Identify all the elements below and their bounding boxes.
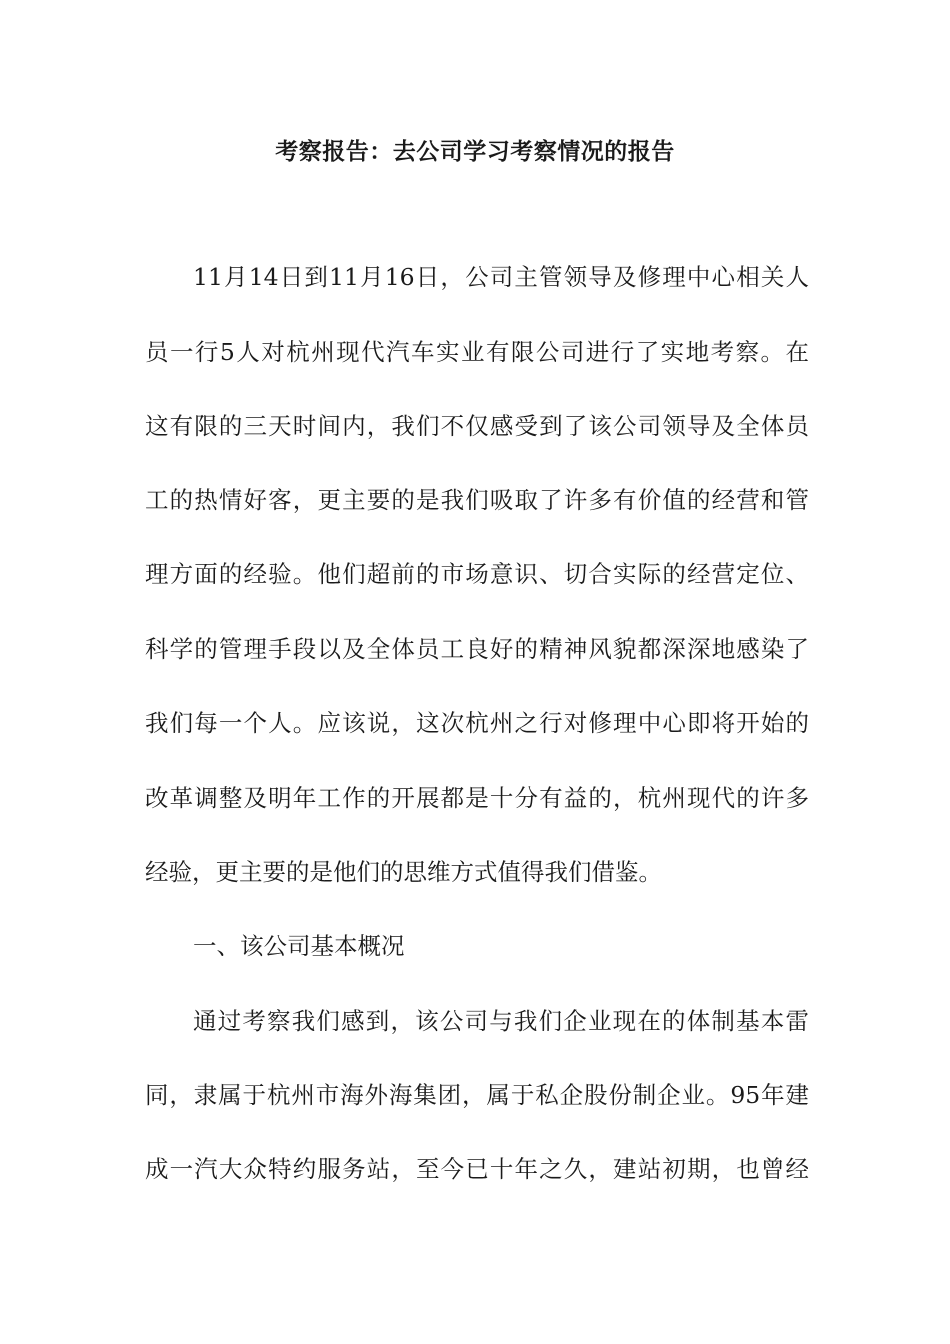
paragraph-line: 11月14日到11月16日，公司主管领导及修理中心相关人 <box>193 263 809 291</box>
paragraph-line: 成一汽大众特约服务站，至今已十年之久，建站初期，也曾经 <box>145 1155 809 1183</box>
paragraph-line: 我们每一个人。应该说，这次杭州之行对修理中心即将开始的 <box>145 709 809 737</box>
section-heading: 一、该公司基本概况 <box>193 932 405 960</box>
paragraph-line: 改革调整及明年工作的开展都是十分有益的，杭州现代的许多 <box>145 784 809 812</box>
paragraph-line: 科学的管理手段以及全体员工良好的精神风貌都深深地感染了 <box>145 635 809 663</box>
paragraph-line: 理方面的经验。他们超前的市场意识、切合实际的经营定位、 <box>145 560 809 588</box>
paragraph-line: 同，隶属于杭州市海外海集团，属于私企股份制企业。95年建 <box>145 1081 809 1109</box>
paragraph-line: 这有限的三天时间内，我们不仅感受到了该公司领导及全体员 <box>145 412 809 440</box>
paragraph-line: 通过考察我们感到，该公司与我们企业现在的体制基本雷 <box>193 1007 809 1035</box>
paragraph-line: 员一行5人对杭州现代汽车实业有限公司进行了实地考察。在 <box>145 338 809 366</box>
paragraph-line: 经验，更主要的是他们的思维方式值得我们借鉴。 <box>145 858 662 886</box>
paragraph-line: 工的热情好客，更主要的是我们吸取了许多有价值的经营和管 <box>145 486 809 514</box>
document-title: 考察报告：去公司学习考察情况的报告 <box>275 138 675 165</box>
